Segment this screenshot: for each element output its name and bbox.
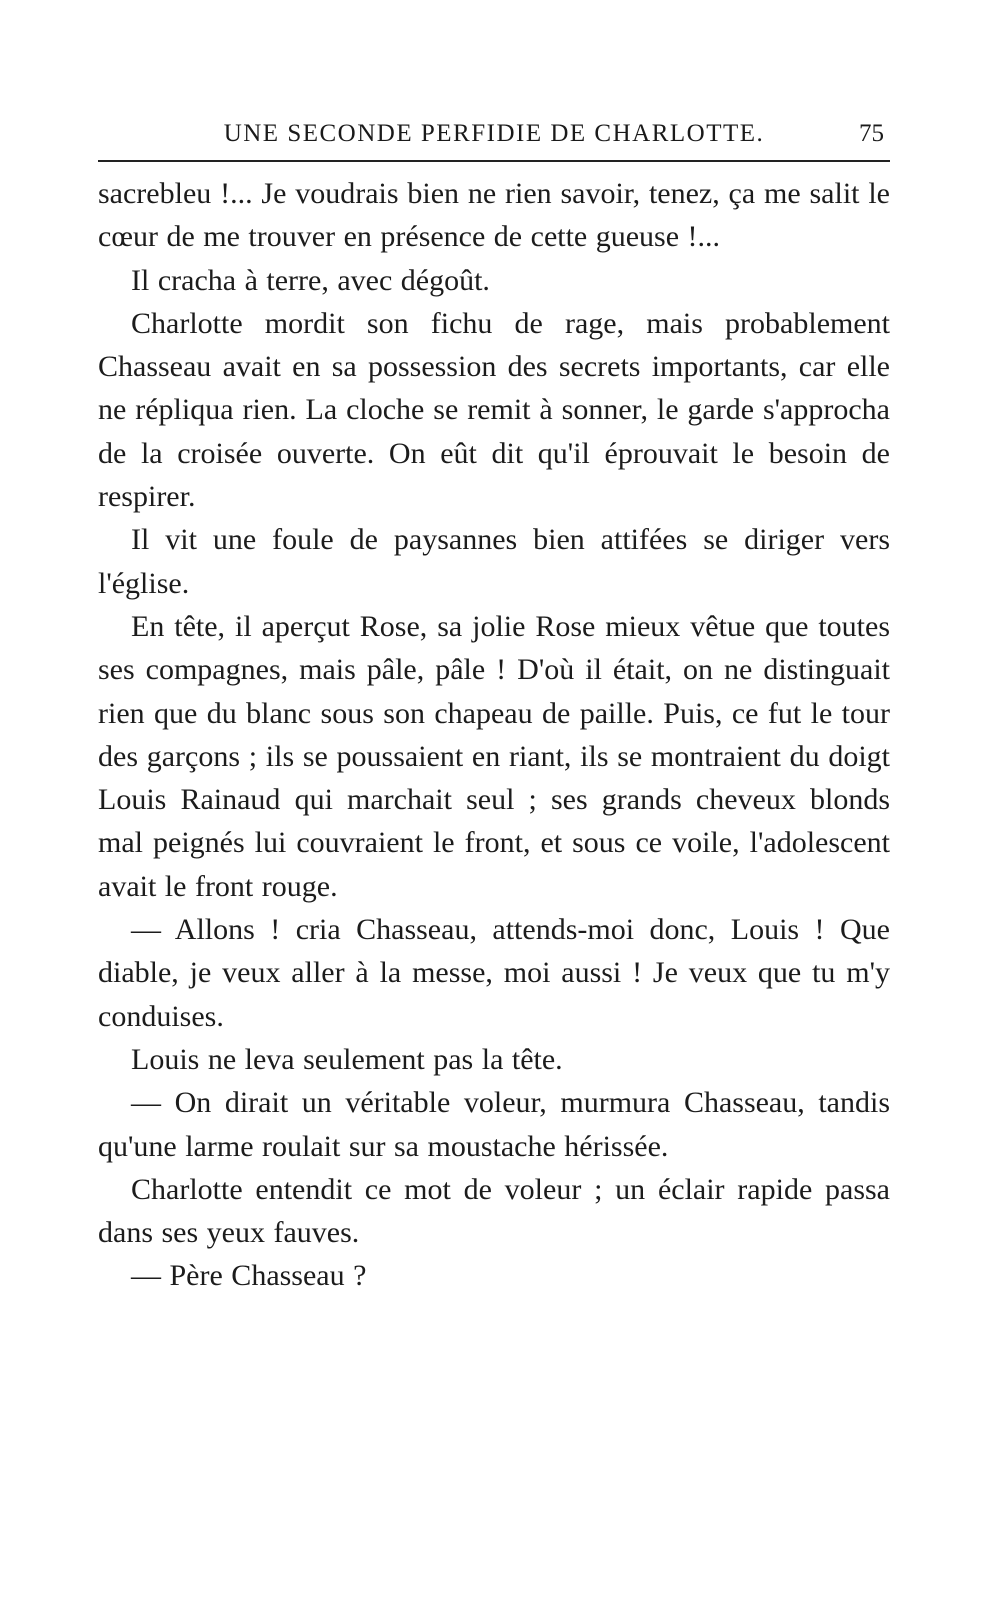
paragraph: sacrebleu !... Je voudrais bien ne rien savoir, tenez, ça me salit le cœur de me trouver en présence de cette gueuse !... (98, 177, 890, 254)
paragraph: Il cracha à terre, avec dégoût. (131, 263, 490, 297)
paragraph: — Allons ! cria Chasseau, attends-moi donc, Louis ! Que diable, je veux aller à la messe, moi aussi ! Je veux que tu m'y conduises. (98, 913, 890, 1033)
paragraph: Il vit une foule de paysannes bien attifées se diriger vers l'église. (98, 523, 890, 600)
running-title: UNE SECONDE PERFIDIE DE CHARLOTTE. (223, 120, 765, 147)
paragraph: Charlotte entendit ce mot de voleur ; un éclair rapide passa dans ses yeux fauves. (98, 1172, 890, 1250)
paragraph: — Père Chasseau ? (131, 1259, 367, 1293)
header-rule (98, 160, 890, 162)
paragraph: — On dirait un véritable voleur, murmura Chasseau, tandis qu'une larme roulait sur sa moustache hérissée. (98, 1086, 890, 1163)
running-head (98, 112, 890, 152)
paragraph: Charlotte mordit son fichu de rage, mais probablement Chasseau avait en sa possession des secrets importants, car elle ne répliqua rien. La cloche se remit à sonner, le garde s'approcha de la croisée ouverte. On eût dit qu'il éprouvait le besoin de respirer. (98, 306, 890, 514)
page-number: 75 (859, 120, 884, 147)
paragraph: En tête, il aperçut Rose, sa jolie Rose mieux vêtue que toutes ses compagnes, mais pâle, pâle ! D'où il était, on ne distinguait rien que du blanc sous son chapeau de paille. Puis, ce fut le tour des garçons ; ils se poussaient en riant, ils se montraient du doigt Louis Rainaud qui marchait seul ; ses grands cheveux blonds mal peignés lui couvraient le front, et sous ce voile, l'adolescent avait le front rouge. (98, 609, 890, 903)
paragraph: Louis ne leva seulement pas la tête. (131, 1042, 563, 1076)
body-text (98, 172, 890, 1298)
